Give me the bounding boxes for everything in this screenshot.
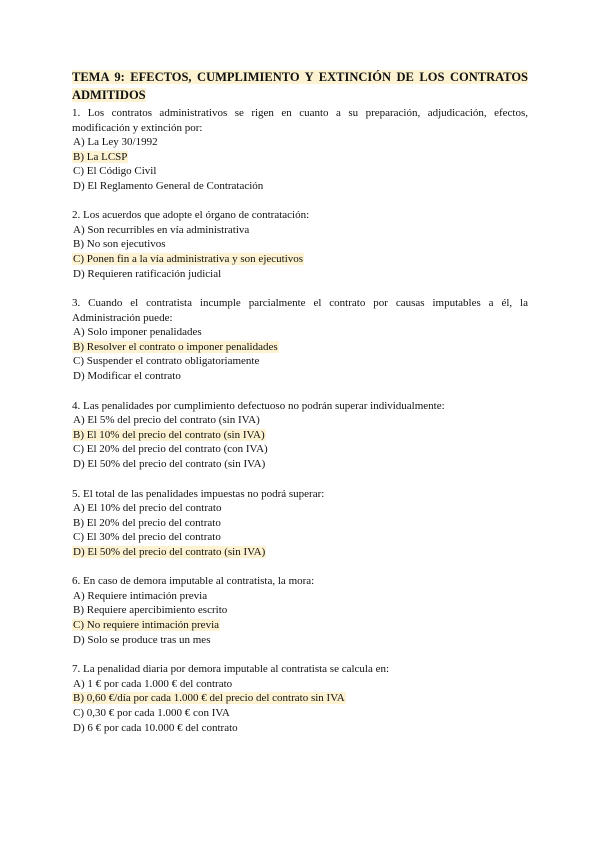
answer-option — [72, 237, 528, 252]
answer-option-label: A) Solo imponer penalidades — [73, 326, 202, 339]
answer-option-label: B) La LCSP — [73, 150, 128, 163]
answer-option-label: B) No son ejecutivos — [73, 238, 166, 251]
answer-option-label: C) No requiere intimación previa — [73, 619, 220, 632]
answer-option — [72, 706, 528, 721]
answer-option-label: A) Requiere intimación previa — [73, 589, 208, 602]
answer-option-label: C) El 20% del precio del contrato (con IVA) — [73, 443, 268, 456]
answer-option-correct — [72, 252, 528, 267]
question-block — [72, 487, 528, 560]
question-text: 5. El total de las penalidades impuestas no podrá superar: — [72, 487, 325, 500]
answer-option — [72, 603, 528, 618]
answer-option — [72, 457, 528, 472]
question-text: 2. Los acuerdos que adopte el órgano de contratación: — [72, 209, 310, 222]
answer-option — [72, 677, 528, 692]
answer-option-correct — [72, 691, 528, 706]
answer-option-label: A) El 5% del precio del contrato (sin IVA) — [73, 414, 260, 427]
answer-option-label: C) 0,30 € por cada 1.000 € con IVA — [73, 706, 230, 719]
question-block — [72, 662, 528, 735]
answer-option-label: A) Son recurribles en vía administrativa — [73, 223, 250, 236]
answer-option — [72, 369, 528, 384]
answer-option-label: B) El 20% del precio del contrato — [73, 516, 221, 529]
answer-option-label: C) El Código Civil — [73, 165, 157, 178]
answer-option-correct — [72, 618, 528, 633]
page-title: TEMA 9: EFECTOS, CUMPLIMIENTO Y EXTINCIÓN DE LOS CONTRATOS ADMITIDOS — [72, 70, 528, 102]
answer-option — [72, 633, 528, 648]
answer-option — [72, 179, 528, 194]
question-text: 6. En caso de demora imputable al contratista, la mora: — [72, 575, 315, 588]
answer-option-label: C) El 30% del precio del contrato — [73, 531, 221, 544]
answer-option-label: D) El 50% del precio del contrato (sin IVA) — [73, 545, 266, 558]
answer-option — [72, 223, 528, 238]
answer-option — [72, 442, 528, 457]
answer-option — [72, 530, 528, 545]
answer-option-correct — [72, 150, 528, 165]
answer-option-label: D) El 50% del precio del contrato (sin IVA) — [73, 457, 266, 470]
answer-option — [72, 135, 528, 150]
question-block — [72, 296, 528, 383]
answer-option-label: B) Requiere apercibimiento escrito — [73, 604, 228, 617]
answer-option-label: A) 1 € por cada 1.000 € del contrato — [73, 677, 233, 690]
question-block — [72, 399, 528, 472]
question-text: 7. La penalidad diaria por demora imputable al contratista se calcula en: — [72, 663, 390, 676]
answer-option-label: D) Solo se produce tras un mes — [73, 633, 211, 646]
answer-option — [72, 516, 528, 531]
document-page — [72, 68, 528, 750]
answer-option-label: D) 6 € por cada 10.000 € del contrato — [73, 721, 238, 734]
answer-option — [72, 354, 528, 369]
answer-option-correct — [72, 340, 528, 355]
answer-option — [72, 164, 528, 179]
answer-option-label: C) Suspender el contrato obligatoriamente — [73, 355, 260, 368]
answer-option-label: B) El 10% del precio del contrato (sin IVA) — [73, 428, 265, 441]
answer-option — [72, 267, 528, 282]
answer-option — [72, 501, 528, 516]
title-container — [72, 68, 528, 104]
question-block — [72, 574, 528, 647]
answer-option — [72, 721, 528, 736]
answer-option — [72, 325, 528, 340]
answer-option-label: D) El Reglamento General de Contratación — [73, 179, 264, 192]
question-text: 4. Las penalidades por cumplimiento defectuoso no podrán superar individualmente: — [72, 399, 445, 412]
question-block — [72, 106, 528, 193]
answer-option-label: D) Modificar el contrato — [73, 370, 181, 383]
answer-option-label: A) La Ley 30/1992 — [73, 136, 158, 148]
question-text: 1. Los contratos administrativos se rigen en cuanto a su preparación, adjudicación, efectos, modificación y extinción por: — [72, 107, 528, 134]
answer-option-correct — [72, 428, 528, 443]
answer-option-label: C) Ponen fin a la vía administrativa y son ejecutivos — [73, 253, 304, 266]
answer-option — [72, 413, 528, 428]
answer-option — [72, 589, 528, 604]
answer-option-correct — [72, 545, 528, 560]
question-block — [72, 208, 528, 281]
question-text: 3. Cuando el contratista incumple parcialmente el contrato por causas imputables a él, la Administración puede: — [72, 297, 528, 324]
answer-option-label: B) 0,60 €/día por cada 1.000 € del precio del contrato sin IVA — [73, 692, 345, 705]
answer-option-label: B) Resolver el contrato o imponer penalidades — [73, 340, 278, 353]
answer-option-label: D) Requieren ratificación judicial — [73, 267, 222, 280]
answer-option-label: A) El 10% del precio del contrato — [73, 502, 222, 514]
question-list — [72, 106, 528, 735]
